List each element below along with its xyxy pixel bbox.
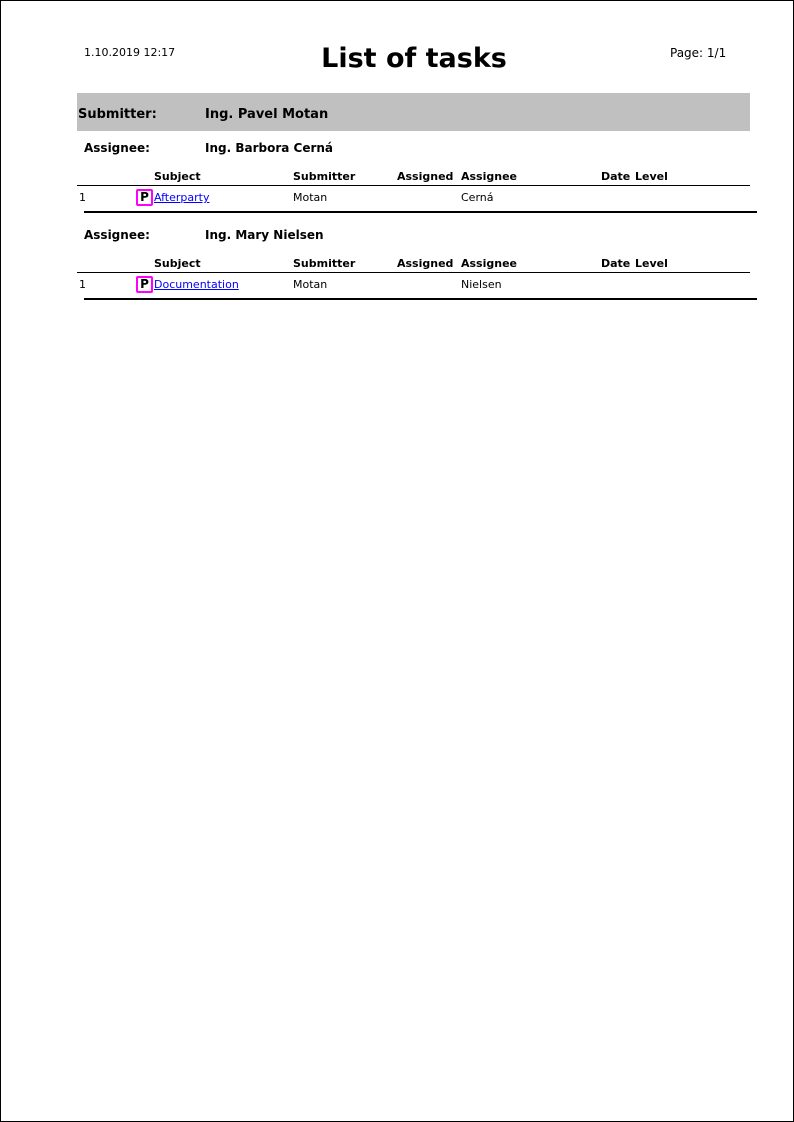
row-submitter: Motan [293,278,328,291]
header-divider [77,185,750,186]
column-header-assigned: Assigned [397,257,454,270]
column-header-assignee: Assignee [461,170,518,183]
column-header-level: Level [635,257,668,270]
priority-p-icon: P [136,276,153,293]
row-submitter: Motan [293,191,328,204]
header-divider [77,272,750,273]
column-header-subject: Subject [154,257,201,270]
assignee-label: Assignee: [84,141,150,155]
row-number: 1 [79,278,86,291]
report-datetime: 1.10.2019 12:17 [84,46,176,59]
column-header-date: Date [601,257,631,270]
priority-p-icon: P [136,189,153,206]
column-header-assignee: Assignee [461,257,518,270]
column-header-date: Date [601,170,631,183]
group-divider [84,211,757,213]
task-subject-link[interactable]: Documentation [154,278,239,291]
assignee-name: Ing. Barbora Cerná [205,141,334,155]
page-number: Page: 1/1 [670,46,727,60]
task-subject-link[interactable]: Afterparty [154,191,210,204]
assignee-name: Ing. Mary Nielsen [205,228,324,242]
column-header-subject: Subject [154,170,201,183]
row-number: 1 [79,191,86,204]
group-divider [84,298,757,300]
column-header-level: Level [635,170,668,183]
submitter-band [77,93,750,131]
column-header-assigned: Assigned [397,170,454,183]
row-assignee: Nielsen [461,278,502,291]
assignee-label: Assignee: [84,228,150,242]
submitter-name: Ing. Pavel Motan [205,107,329,122]
column-header-submitter: Submitter [293,170,356,183]
column-header-submitter: Submitter [293,257,356,270]
submitter-label: Submitter: [78,107,157,122]
row-assignee: Cerná [461,191,494,204]
page-title: List of tasks [321,43,507,74]
